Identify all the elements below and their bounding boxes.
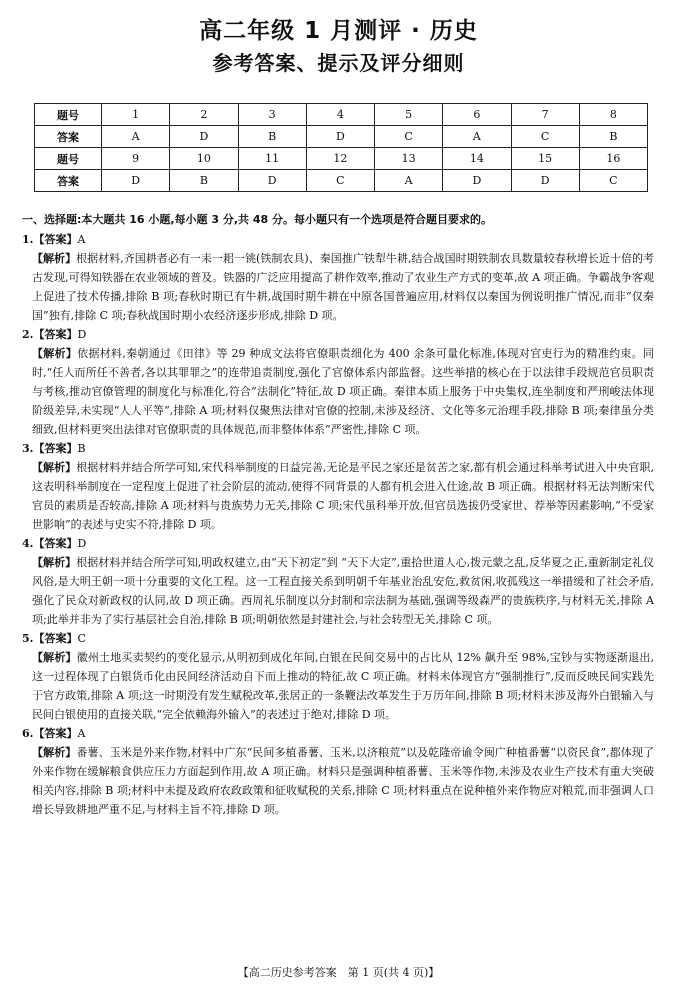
question-number: 5. bbox=[22, 632, 34, 645]
answer-cell: C bbox=[375, 126, 443, 148]
question-number: 1. bbox=[22, 233, 34, 246]
question-number-cell: 11 bbox=[238, 148, 306, 170]
row-label-answer: 答案 bbox=[35, 126, 102, 148]
answer-cell: D bbox=[511, 170, 579, 192]
answer-cell: D bbox=[102, 170, 170, 192]
question-number-cell: 13 bbox=[375, 148, 443, 170]
analysis-paragraph bbox=[22, 743, 654, 819]
page-subtitle: 参考答案、提示及评分细则 bbox=[212, 51, 465, 75]
question-number-cell: 3 bbox=[238, 104, 306, 126]
answer-value: A bbox=[77, 233, 86, 246]
question-number-cell: 6 bbox=[443, 104, 511, 126]
question-number: 2. bbox=[22, 328, 34, 341]
answer-label: 【答案】 bbox=[33, 328, 78, 341]
question-number-cell: 5 bbox=[375, 104, 443, 126]
question-answer-line bbox=[22, 230, 654, 249]
question-number-cell: 10 bbox=[170, 148, 238, 170]
analysis-label: 【解析】 bbox=[32, 651, 77, 664]
row-label-number: 题号 bbox=[35, 148, 102, 170]
answer-value: D bbox=[77, 537, 87, 550]
answer-value: C bbox=[77, 632, 86, 645]
question-number-cell: 16 bbox=[579, 148, 647, 170]
question-number: 4. bbox=[22, 537, 34, 550]
question-answer-line bbox=[22, 325, 654, 344]
answer-label: 【答案】 bbox=[33, 233, 78, 246]
analysis-paragraph bbox=[22, 458, 654, 534]
question-answer-line bbox=[22, 534, 654, 553]
answer-cell: A bbox=[375, 170, 443, 192]
table-row-answers-1 bbox=[35, 126, 648, 148]
question-number: 6. bbox=[22, 727, 34, 740]
answer-explanations bbox=[22, 210, 654, 819]
answer-label: 【答案】 bbox=[33, 537, 78, 550]
analysis-text: 根据材料并结合所学可知,宋代科举制度的日益完善,无论是平民之家还是贫苦之家,都有机会通过科举考试进入中央官职,这表明科举制度在一定程度上促进了社会阶层的流动,使得不同背景的人都有机会进入仕途,故 B 项正确。根据材料无法判断宋代官员的素质是否较高,排除 A 项;材料与贵族势力无关,排除 C 项;宋代虽科举开放,但官员选拔仍受家世、荐举等因素影响,“不受家世影响”的表述与史实不符,排除 D 项。 bbox=[32, 461, 655, 531]
answer-cell: D bbox=[443, 170, 511, 192]
answer-cell: A bbox=[443, 126, 511, 148]
analysis-text: 番薯、玉米是外来作物,材料中广东“民间多植番薯、玉米,以济粮荒”以及乾隆帝谕令闽广种植番薯“以资民食”,都体现了外来作物在缓解粮食供应压力方面起到作用,故 A 项正确。材料只是强调种植番薯、玉米等作物,未涉及农业生产技术有重大突破相关内容,排除 B 项;材料中未提及政府农政政策和征收赋税的关系,排除 C 项;材料重点在说种植外来作物应对粮荒,而非强调人口增长导致耕地严重不足,与材料主旨不符,排除 D 项。 bbox=[32, 746, 655, 816]
question-number-cell: 15 bbox=[511, 148, 579, 170]
question-number-cell: 4 bbox=[306, 104, 374, 126]
question-answer-line bbox=[22, 724, 654, 743]
page-title: 高二年级 1 月测评 · 历史 bbox=[199, 18, 478, 44]
question-answer-line bbox=[22, 629, 654, 648]
question-number-cell: 14 bbox=[443, 148, 511, 170]
answer-cell: A bbox=[102, 126, 170, 148]
answer-cell: B bbox=[579, 126, 647, 148]
question-number-cell: 2 bbox=[170, 104, 238, 126]
answer-value: D bbox=[77, 328, 87, 341]
analysis-label: 【解析】 bbox=[32, 461, 77, 474]
row-label-number: 题号 bbox=[35, 104, 102, 126]
analysis-text: 依据材料,秦朝通过《田律》等 29 种成文法将官僚职责细化为 400 余条可量化标准,体现对官吏行为的精准约束。同时,“任人而所任不善者,各以其罪罪之”的连带追责制度,强化了官僚体系内部监督。这些举措的核心在于以法律手段规范官员职责与考核,推动官僚管理的制度化与标准化,符合“法制化”特征,故 D 项正确。秦律本质上服务于中央集权,连坐制度和严刑峻法体现阶级差异,未实现“人人平等”,排除 A 项;材料仅聚焦法律对官僚的控制,未涉及经济、文化等多元治理手段,排除 B 项;秦律虽分类细致,但材料更突出法律对官僚职责的具体规范,而非整体体系“严密性,排除 C 项。 bbox=[32, 347, 655, 436]
answer-cell: C bbox=[579, 170, 647, 192]
analysis-paragraph bbox=[22, 249, 654, 325]
analysis-label: 【解析】 bbox=[32, 746, 77, 759]
table-row-answers-2 bbox=[35, 170, 648, 192]
section-heading: 一、选择题:本大题共 16 小题,每小题 3 分,共 48 分。每小题只有一个选项是符合题目要求的。 bbox=[22, 213, 493, 226]
question-number-cell: 7 bbox=[511, 104, 579, 126]
answer-cell: C bbox=[511, 126, 579, 148]
analysis-paragraph bbox=[22, 648, 654, 724]
question-number-cell: 12 bbox=[306, 148, 374, 170]
answer-cell: D bbox=[238, 170, 306, 192]
question-number: 3. bbox=[22, 442, 34, 455]
analysis-label: 【解析】 bbox=[32, 252, 77, 265]
answer-cell: B bbox=[170, 170, 238, 192]
answer-cell: B bbox=[238, 126, 306, 148]
answer-table bbox=[34, 103, 648, 192]
analysis-paragraph bbox=[22, 553, 654, 629]
question-number-cell: 8 bbox=[579, 104, 647, 126]
analysis-label: 【解析】 bbox=[32, 347, 78, 360]
answer-cell: D bbox=[170, 126, 238, 148]
row-label-answer: 答案 bbox=[35, 170, 102, 192]
answer-label: 【答案】 bbox=[33, 727, 78, 740]
answer-cell: C bbox=[306, 170, 374, 192]
table-row-numbers-2 bbox=[35, 148, 648, 170]
analysis-label: 【解析】 bbox=[32, 556, 77, 569]
question-number-cell: 9 bbox=[102, 148, 170, 170]
analysis-text: 根据材料并结合所学可知,明政权建立,由“天下初定”到 “天下大定”,重拾世道人心,拨元蒙之乱,反华夏之正,重新制定礼仪风俗,是大明王朝一项十分重要的文化工程。这一工程直接关系到明朝千年基业治乱安危,救贫闲,收孤残这一举措缓和了社会矛盾,强化了民众对新政权的认同,故 D 项正确。西周礼乐制度以分封制和宗法制为基础,强调等级森严的贵族秩序,与材料无关,排除 A 项;此举并非为了实行基层社会自治,排除 B 项;明朝依然是封建社会,与社会转型无关,排除 C 项。 bbox=[32, 556, 655, 626]
table-row-numbers-1 bbox=[35, 104, 648, 126]
page-footer: 【高二历史参考答案 第 1 页(共 4 页)】 bbox=[237, 966, 440, 979]
analysis-text: 根据材料,齐国耕者必有一耒一耜一铫(铁制农具)、秦国推广铁犁牛耕,结合战国时期铁制农具数量较春秋增长近十倍的考古发现,可得知铁器在农业领域的普及。铁器的广泛应用提高了耕作效率,推动了农业生产方式的变革,故 A 项正确。争霸战争客观上促进了技术传播,排除 B 项;春秋时期已有牛耕,战国时期牛耕在中原各国普遍应用,材料仅以秦国为例说明推广情况,而非“仅秦国”独有,排除 C 项;春秋战国时期小农经济逐步形成,排除 D 项。 bbox=[32, 252, 655, 322]
answer-value: B bbox=[77, 442, 86, 455]
question-number-cell: 1 bbox=[102, 104, 170, 126]
answer-label: 【答案】 bbox=[33, 442, 78, 455]
answer-cell: D bbox=[306, 126, 374, 148]
answer-value: A bbox=[77, 727, 86, 740]
answer-label: 【答案】 bbox=[33, 632, 78, 645]
question-answer-line bbox=[22, 439, 654, 458]
analysis-paragraph bbox=[22, 344, 654, 439]
analysis-text: 徽州土地买卖契约的变化显示,从明初到成化年间,白银在民间交易中的占比从 12% 飙升至 98%,宝钞与实物逐渐退出,这一过程体现了白银货币化由民间经济活动自下而上推动的特征,故 C 项正确。材料未体现官方“强制推行”,反而反映民间实践先于官方政策,排除 A 项;这一时期没有发生赋税改革,张居正的一条鞭法改革发生于万历年间,排除 B 项;材料未涉及海外白银输入与民间白银使用的直接关联,“完全依赖海外输入”的表述过于绝对,排除 D 项。 bbox=[32, 651, 654, 721]
